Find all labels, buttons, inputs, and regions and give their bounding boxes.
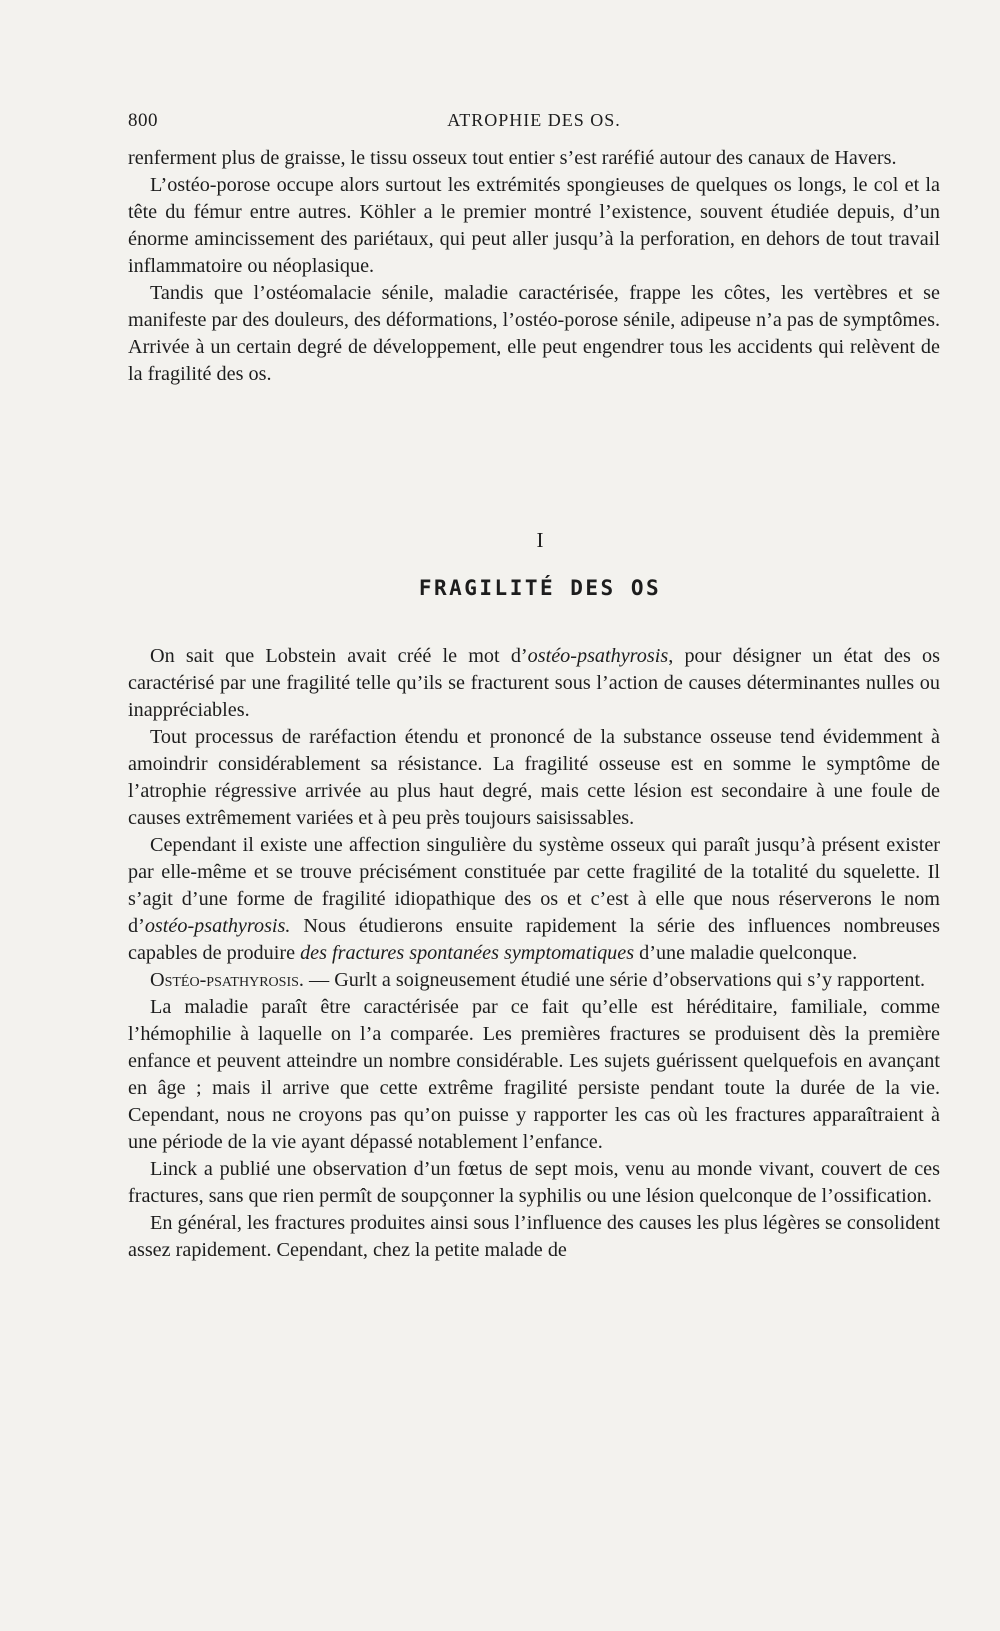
paragraph — [128, 643, 940, 724]
text-run: On sait que Lobstein avait créé le mot d’ — [150, 645, 528, 667]
italic-phrase: des fractures spontanées symptomatiques — [300, 942, 635, 964]
section-title: FRAGILITÉ DES OS — [418, 576, 662, 600]
paragraph — [128, 832, 940, 967]
main-text-block — [128, 643, 940, 1264]
paragraph: renferment plus de graisse, le tissu osseux tout entier s’est raréfié autour des canaux de Havers. — [128, 147, 897, 169]
paragraph — [128, 967, 940, 994]
paragraph: Linck a publié une observation d’un fœtus de sept mois, venu au monde vivant, couvert de ces fractures, sans que rien permît de soupçonner la syphilis ou une lésion quelconque de l’ossification. — [128, 1158, 940, 1207]
text-run: d’une maladie quelconque. — [634, 942, 858, 964]
paragraph: Tout processus de raréfaction étendu et prononcé de la substance osseuse tend évidemment à amoindrir considérablement sa résistance. La fragilité osseuse est en somme le symptôme de l’atrophie régressive arrivée au plus haut degré, mais cette lésion est secondaire à une foule de causes extrêmement variées et à peu près toujours saisissables. — [128, 726, 940, 829]
paragraph: L’ostéo-porose occupe alors surtout les extrémités spongieuses de quelques os longs, le col et la tête du fémur entre autres. Köhler a le premier montré l’existence, souvent étudiée depuis, d’un énorme amincissement des pariétaux, qui peut aller jusqu’à la perforation, en dehors de tout travail inflammatoire ou néoplasique. — [128, 174, 940, 277]
text-run: — Gurlt a soigneusement étudié une série d’observations qui s’y rapportent. — [303, 969, 926, 991]
text-run: Nous étudierons ensuite rapidement la série des influences nombreuses capables de produire — [128, 915, 940, 964]
small-caps-heading: Ostéo-psathyrosis. — [150, 969, 304, 991]
text-run: , pour désigner un état des os caractérisé par une fragilité telle qu’ils se fracturent sous l’action de causes déterminantes nulles ou inappréciables. — [128, 645, 940, 721]
italic-term: ostéo-psathyrosis — [527, 645, 669, 667]
paragraph: La maladie paraît être caractérisée par ce fait qu’elle est héréditaire, familiale, comme l’hémophilie à laquelle on l’a comparée. Les premières fractures se produisent dès la première enfance et peuvent atteindre un nombre considérable. Les sujets guérissent quelquefois en avançant en âge ; mais il arrive que cette extrême fragilité persiste pendant toute la durée de la vie. Cependant, nous ne croyons pas qu’on puisse y rapporter les cas où les fractures apparaîtraient à une période de la vie ayant dépassé notablement l’enfance. — [128, 996, 940, 1153]
page-number: 800 — [128, 110, 158, 131]
italic-term: ostéo-psathyrosis. — [144, 915, 291, 937]
section-number: I — [536, 528, 544, 552]
text-run: Cependant il existe une affection singulière du système osseux qui paraît jusqu’à présent exister par elle-même et se trouve précisément constituée par cette fragilité de la totalité du squelette. Il s’agit d’une forme de fragilité idiopathique des os et c’est à elle que nous réserverons le nom d’ — [128, 834, 940, 937]
top-text-block — [128, 145, 940, 388]
paragraph: En général, les fractures produites ainsi sous l’influence des causes les plus légères se consolident assez rapidement. Cependant, chez la petite malade de — [128, 1212, 940, 1261]
running-title: ATROPHIE DES OS. — [447, 110, 621, 130]
running-head — [128, 110, 940, 138]
paragraph: Tandis que l’ostéomalacie sénile, maladie caractérisée, frappe les côtes, les vertèbres et se manifeste par des douleurs, des déformations, l’ostéo-porose sénile, adipeuse n’a pas de symptômes. Arrivée à un certain degré de développement, elle peut engendrer tous les accidents qui relèvent de la fragilité des os. — [128, 282, 940, 385]
